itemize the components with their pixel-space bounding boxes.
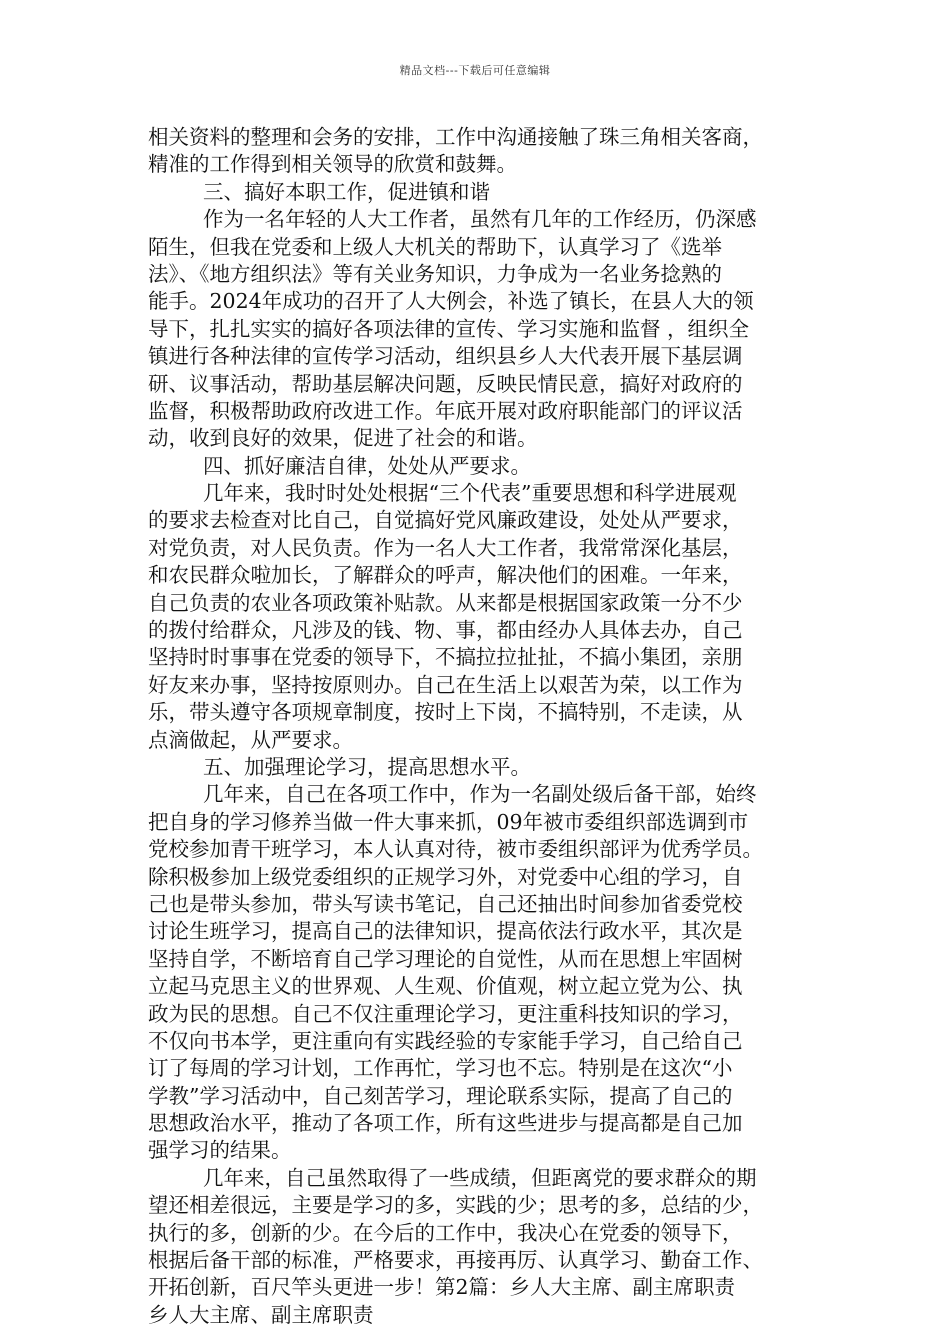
text-line: 对党负责，对人民负责。作为一名人大工作者，我常常深化基层， <box>148 535 743 560</box>
text-line: 开拓创新，百尺竿头更进一步！第2篇：乡人大主席、副主席职责 <box>148 1275 736 1300</box>
text-line: 作为一名年轻的人大工作者，虽然有几年的工作经历，仍深感 <box>203 207 757 232</box>
text-line: 好友来办事，坚持按原则办。自己在生活上以艰苦为荣，以工作为 <box>148 672 743 697</box>
text-line: 三、搞好本职工作，促进镇和谐 <box>203 179 490 204</box>
text-line: 五、加强理论学习，提高思想水平。 <box>203 754 531 779</box>
text-line: 讨论生班学习，提高自己的法律知识，提高依法行政水平，其次是 <box>148 919 743 944</box>
text-line: 的要求去检查对比自己，自觉搞好党风廉政建设，处处从严要求， <box>148 508 743 533</box>
text-line: 动，收到良好的效果，促进了社会的和谐。 <box>148 426 538 451</box>
page-header: 精品文档---下载后可任意编辑 <box>399 64 551 77</box>
text-line: 坚持自学，不断培育自己学习理论的自觉性，从而在思想上牢固树 <box>148 946 743 971</box>
text-line: 的拨付给群众，凡涉及的钱、物、事，都由经办人具体去办，自己 <box>148 618 743 643</box>
text-line: 乡人大主席、副主席职责 <box>148 1302 374 1327</box>
text-line: 强学习的结果。 <box>148 1138 292 1163</box>
text-line: 根据后备干部的标准，严格要求，再接再厉、认真学习、勤奋工作、 <box>148 1248 763 1273</box>
text-line: 法》、《地方组织法》等有关业务知识，力争成为一名业务捻熟的 <box>148 261 722 286</box>
text-line: 学教”学习活动中，自己刻苦学习，理论联系实际，提高了自己的 <box>148 1083 733 1108</box>
text-line: 陌生，但我在党委和上级人大机关的帮助下，认真学习了《选举 <box>148 234 722 259</box>
text-line: 镇进行各种法律的宣传学习活动，组织县乡人大代表开展下基层调 <box>148 344 743 369</box>
text-line: 几年来，自己虽然取得了一些成绩，但距离党的要求群众的期 <box>203 1165 757 1190</box>
text-line: 乐，带头遵守各项规章制度，按时上下岗，不搞特别，不走读，从 <box>148 700 743 725</box>
text-line: 把自身的学习修养当做一件大事来抓，09年被市委组织部选调到市 <box>148 809 749 834</box>
text-line: 监督，积极帮助政府改进工作。年底开展对政府职能部门的评议活 <box>148 398 743 423</box>
text-line: 除积极参加上级党委组织的正规学习外，对党委中心组的学习，自 <box>148 864 743 889</box>
text-line: 立起马克思主义的世界观、人生观、价值观，树立起立党为公、执 <box>148 974 743 999</box>
text-line: 几年来，自己在各项工作中，作为一名副处级后备干部，始终 <box>203 782 757 807</box>
text-line: 订了每周的学习计划，工作再忙，学习也不忘。特别是在这次“小 <box>148 1056 733 1081</box>
text-line: 执行的多，创新的少。在今后的工作中，我决心在党委的领导下， <box>148 1220 743 1245</box>
text-line: 几年来，我时时处处根据“三个代表”重要思想和科学进展观 <box>203 481 737 506</box>
text-line: 四、抓好廉洁自律，处处从严要求。 <box>203 453 531 478</box>
text-line: 能手。2024年成功的召开了人大例会，补选了镇长，在县人大的领 <box>148 289 754 314</box>
text-line: 己也是带头参加，带头写读书笔记，自己还抽出时间参加省委党校 <box>148 891 743 916</box>
text-line: 思想政治水平，推动了各项工作，所有这些进步与提高都是自己加 <box>148 1111 743 1136</box>
text-line: 坚持时时事事在党委的领导下，不搞拉拉扯扯，不搞小集团，亲朋 <box>148 645 743 670</box>
text-line: 导下，扎扎实实的搞好各项法律的宣传、学习实施和监督 ，组织全 <box>148 316 750 341</box>
text-line: 和农民群众啦加长，了解群众的呼声，解决他们的困难。一年来， <box>148 563 743 588</box>
text-line: 研、议事活动，帮助基层解决问题，反映民情民意，搞好对政府的 <box>148 371 743 396</box>
text-line: 精准的工作得到相关领导的欣赏和鼓舞。 <box>148 152 517 177</box>
text-line: 党校参加青干班学习，本人认真对待，被市委组织部评为优秀学员。 <box>148 837 763 862</box>
text-line: 相关资料的整理和会务的安排，工作中沟通接触了珠三角相关客商， <box>148 125 763 149</box>
text-line: 望还相差很远，主要是学习的多，实践的少；思考的多，总结的少， <box>148 1193 763 1218</box>
document-body <box>148 124 810 1329</box>
text-line: 政为民的思想。自己不仅注重理论学习，更注重科技知识的学习， <box>148 1001 743 1026</box>
text-line: 点滴做起，从严要求。 <box>148 727 353 752</box>
text-line: 自己负责的农业各项政策补贴款。从来都是根据国家政策一分不少 <box>148 590 743 615</box>
text-line: 不仅向书本学，更注重向有实践经验的专家能手学习，自己给自己 <box>148 1028 743 1053</box>
